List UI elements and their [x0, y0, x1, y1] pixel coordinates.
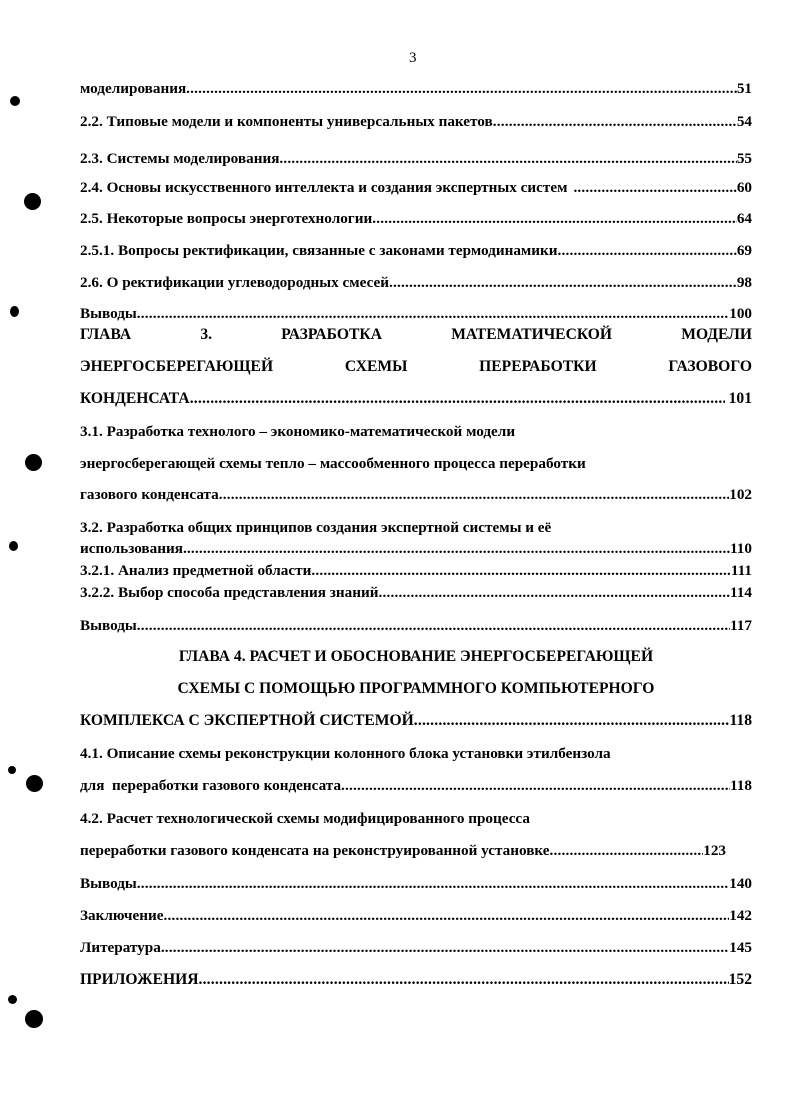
binding-hole-mark — [9, 541, 18, 551]
toc-entry-chapter-3 — [80, 390, 752, 408]
binding-hole-mark — [25, 454, 42, 471]
leader-dots — [493, 113, 737, 131]
leader-dots — [311, 562, 731, 580]
chapter-4-heading-line-2: СХЕМЫ С ПОМОЩЬЮ ПРОГРАММНОГО КОМПЬЮТЕРНОГО — [177, 680, 655, 697]
toc-entry-2-4 — [80, 179, 752, 197]
toc-entry-2-6 — [80, 274, 752, 292]
toc-entry-page: 145 — [729, 939, 752, 956]
leader-dots — [378, 584, 730, 602]
toc-entry-conclusions-3 — [80, 617, 752, 635]
toc-entry-page: 100 — [729, 305, 752, 322]
leader-dots — [389, 274, 737, 292]
toc-entry-3-2 — [80, 540, 752, 558]
leader-dots — [161, 939, 729, 957]
leader-dots — [198, 971, 728, 989]
toc-entry-page: 117 — [730, 617, 752, 634]
heading-word: ГАЗОВОГО — [668, 358, 752, 375]
heading-word: ГЛАВА — [80, 326, 132, 343]
toc-entry-title: 2.3. Системы моделирования — [80, 150, 280, 167]
leader-dots — [341, 777, 730, 795]
leader-dots — [414, 712, 730, 730]
toc-entry-title: 2.6. О ректификации углеводородных смесей — [80, 274, 389, 291]
heading-word: 3. — [200, 326, 213, 343]
toc-entry-page: 64 — [736, 210, 752, 227]
toc-entry-title: Заключение — [80, 907, 164, 924]
chapter-3-heading-line-1 — [80, 326, 752, 344]
toc-entry-3-1 — [80, 486, 752, 504]
toc-entry-page: 102 — [729, 486, 752, 503]
binding-hole-mark — [8, 995, 17, 1004]
toc-entry-page: 69 — [736, 242, 752, 259]
toc-entry-title: переработки газового конденсата на реконструированной установке — [80, 842, 550, 859]
toc-entry-title: ПРИЛОЖЕНИЯ — [80, 971, 199, 988]
toc-entry-conclusions-4 — [80, 875, 752, 893]
leader-dots — [183, 540, 730, 558]
heading-word: МАТЕМАТИЧЕСКОЙ — [451, 326, 613, 343]
heading-word: МОДЕЛИ — [681, 326, 752, 343]
toc-entry-2-5-1 — [80, 242, 752, 260]
chapter-3-heading-line-2 — [80, 358, 752, 376]
toc-entry-page: 142 — [729, 907, 752, 924]
toc-entry-4-1 — [80, 777, 752, 795]
toc-entry-title: 2.5.1. Вопросы ректификации, связанные с законами термодинамики — [80, 242, 558, 259]
toc-entry-title: 3.2.2. Выбор способа представления знаний — [80, 584, 379, 601]
toc-entry-page: 98 — [736, 274, 752, 291]
toc-entry-2-2 — [80, 113, 752, 131]
toc-entry-title: для переработки газового конденсата — [80, 777, 342, 794]
toc-entry-title: КОНДЕНСАТА — [80, 390, 190, 407]
toc-entry-4-2 — [80, 842, 726, 860]
heading-word: РАЗРАБОТКА — [281, 326, 382, 343]
toc-entry-page: 54 — [736, 113, 752, 130]
toc-entry-2-3 — [80, 150, 752, 168]
toc-entry-page: 114 — [730, 584, 752, 601]
binding-hole-mark — [10, 306, 19, 317]
toc-entry-page: 118 — [730, 777, 752, 794]
leader-dots — [137, 617, 730, 635]
binding-hole-mark — [10, 96, 20, 106]
toc-entry-title: 2.4. Основы искусственного интеллекта и создания экспертных систем — [80, 179, 568, 196]
page-number: 3 — [409, 50, 417, 66]
leader-dots — [137, 875, 729, 893]
leader-dots — [558, 242, 737, 260]
toc-entry-title: КОМПЛЕКСА С ЭКСПЕРТНОЙ СИСТЕМОЙ — [80, 712, 414, 729]
toc-entry-page: 123 — [703, 842, 726, 859]
toc-entry-page: 110 — [730, 540, 752, 557]
toc-entry-title: газового конденсата — [80, 486, 219, 503]
toc-entry-page: 118 — [729, 712, 752, 729]
leader-dots — [372, 210, 737, 228]
toc-entry-title: 3.2.1. Анализ предметной области — [80, 562, 312, 579]
leader-dots — [567, 179, 736, 197]
leader-dots — [279, 150, 736, 168]
toc-entry-title: 2.2. Типовые модели и компоненты универсальных пакетов — [80, 113, 493, 130]
leader-dots — [137, 305, 729, 323]
binding-hole-mark — [26, 775, 43, 792]
toc-entry-chapter-4 — [80, 712, 752, 730]
toc-entry-conclusion — [80, 907, 752, 925]
toc-entry-page: 60 — [736, 179, 752, 196]
chapter-4-heading-line-1: ГЛАВА 4. РАСЧЕТ И ОБОСНОВАНИЕ ЭНЕРГОСБЕРЕГАЮЩЕЙ — [178, 648, 654, 665]
toc-entry-title: 2.5. Некоторые вопросы энерготехнологии — [80, 210, 373, 227]
toc-entry-page: 51 — [736, 80, 752, 97]
binding-hole-mark — [8, 766, 16, 774]
toc-entry-conclusions-2 — [80, 305, 752, 323]
toc-entry-appendices — [80, 971, 752, 989]
leader-dots — [186, 80, 737, 98]
toc-entry-3-1-line-2: энергосберегающей схемы тепло – массообменного процесса переработки — [80, 455, 586, 472]
toc-entry-page: 152 — [728, 971, 752, 988]
heading-word: СХЕМЫ — [344, 358, 408, 375]
leader-dots — [163, 907, 729, 925]
toc-entry-2-5 — [80, 210, 752, 228]
leader-dots — [219, 486, 729, 504]
heading-word: ПЕРЕРАБОТКИ — [479, 358, 597, 375]
toc-entry-title: Литература — [80, 939, 161, 956]
leader-dots — [190, 390, 725, 408]
toc-entry-4-2-line-1: 4.2. Расчет технологической схемы модифицированного процесса — [80, 810, 530, 827]
toc-entry-4-1-line-1: 4.1. Описание схемы реконструкции колонного блока установки этилбензола — [80, 745, 611, 762]
toc-entry-3-2-2 — [80, 584, 752, 602]
toc-entry-3-1-line-1: 3.1. Разработка технолого – экономико-математической модели — [80, 423, 516, 440]
toc-entry-page: 111 — [730, 562, 752, 579]
leader-dots — [550, 842, 704, 860]
heading-word: ЭНЕРГОСБЕРЕГАЮЩЕЙ — [80, 358, 274, 375]
toc-entry-3-2-1 — [80, 562, 752, 580]
toc-entry-page: 55 — [736, 150, 752, 167]
toc-entry-3-2-line-1: 3.2. Разработка общих принципов создания экспертной системы и её — [80, 519, 552, 536]
toc-entry-title: Выводы — [80, 875, 137, 892]
binding-hole-mark — [25, 1010, 43, 1028]
toc-entry-page: 140 — [729, 875, 752, 892]
toc-entry-page: 101 — [728, 390, 752, 407]
toc-entry-title: Выводы — [80, 305, 137, 322]
binding-hole-mark — [24, 193, 41, 210]
toc-entry-literature — [80, 939, 752, 957]
toc-entry-title: моделирования — [80, 80, 187, 97]
toc-entry-modeling-cont — [80, 80, 752, 98]
toc-entry-title: Выводы — [80, 617, 137, 634]
toc-entry-title: использования — [80, 540, 183, 557]
